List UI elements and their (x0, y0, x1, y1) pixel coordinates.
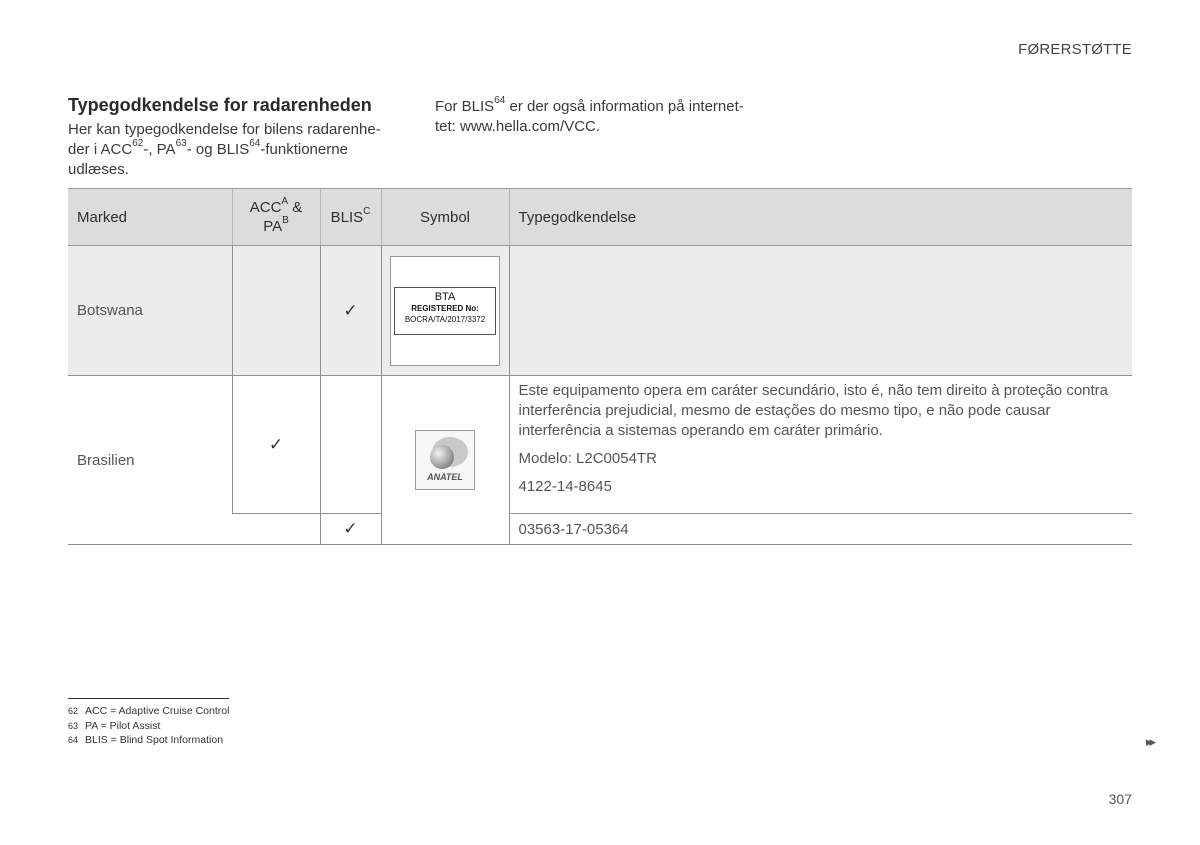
intro-line-3: udlæses. (68, 161, 129, 178)
anatel-sphere-icon (430, 445, 454, 469)
blis-info-text: For BLIS (435, 98, 495, 115)
blis-info-text: er der også information på internet- (505, 98, 744, 115)
market-cell: Brasilien (68, 376, 232, 545)
section-header: FØRERSTØTTE (1018, 41, 1132, 58)
intro-paragraph (68, 120, 388, 180)
check-icon: ✓ (343, 300, 358, 320)
approval-description: Este equipamento opera em caráter secundário, isto é, não tem direito à proteção contra interferência prejudicial, mesmo de estações do mesmo tipo, e não pode causar interferência a sistemas operando em caráter primário. (518, 382, 1109, 439)
table-row (68, 246, 1132, 376)
intro-text: der i ACC (68, 141, 133, 158)
approval-model: Modelo: L2C0054TR (518, 450, 657, 467)
approval-cell (509, 376, 1132, 514)
approval-table (68, 188, 1132, 545)
acc-pa-cell (232, 246, 320, 376)
symbol-cell (381, 376, 509, 545)
continue-arrow-icon: ▸▸ (1146, 734, 1154, 749)
acc-pa-cell (232, 514, 320, 545)
header-symbol: Symbol (381, 189, 509, 246)
footnote-divider (68, 698, 229, 699)
footnotes (68, 704, 229, 748)
header-acc-pa: $ACC^A$ & $PA^B$ (232, 189, 320, 246)
page-number: 307 (1108, 791, 1132, 807)
table-header-row (68, 189, 1132, 246)
header-market: Marked (68, 189, 232, 246)
footnote-item: 62 ACC = Adaptive Cruise Control (68, 705, 230, 717)
approval-code: 4122-14-8645 (518, 478, 612, 495)
intro-line-1: Her kan typegodkendelse for bilens radarenhe- (68, 121, 381, 138)
bta-label: BTA REGISTERED No: BOCRA/TA/2017/3372 (394, 287, 496, 335)
footnote-item: 63 PA = Pilot Assist (68, 719, 161, 732)
blis-cell (320, 246, 381, 376)
page-title: Typegodkendelse for radarenheden (68, 95, 372, 115)
approval-cell (509, 246, 1132, 376)
bta-symbol (390, 256, 500, 366)
check-icon: ✓ (268, 434, 284, 454)
blis-info-paragraph (435, 97, 765, 137)
intro-text: - og BLIS (186, 141, 250, 158)
symbol-cell (381, 246, 509, 376)
header-blis: $BLIS^C$ (320, 189, 381, 246)
footnote-item: 64 BLIS = Blind Spot Information (68, 734, 224, 746)
market-cell: Botswana (68, 246, 232, 376)
check-icon: ✓ (343, 519, 358, 538)
footnote-ref-64[interactable]: 64 (494, 95, 506, 106)
approval-code: 03563-17-05364 (509, 514, 1132, 545)
footnote-ref-64[interactable]: 64 (249, 138, 261, 149)
blis-info-link: tet: www.hella.com/VCC. (435, 118, 601, 135)
intro-text: -funktionerne (260, 141, 348, 158)
intro-text: -, PA (143, 141, 176, 158)
table-row (68, 376, 1132, 514)
footnote-ref-63[interactable]: 63 (175, 138, 187, 149)
blis-cell (320, 376, 381, 514)
header-approval: Typegodkendelse (509, 189, 1132, 246)
acc-pa-cell (232, 376, 320, 514)
anatel-logo: ANATEL (415, 430, 475, 490)
footnote-ref-62[interactable]: 62 (132, 138, 144, 149)
blis-cell (320, 514, 381, 545)
